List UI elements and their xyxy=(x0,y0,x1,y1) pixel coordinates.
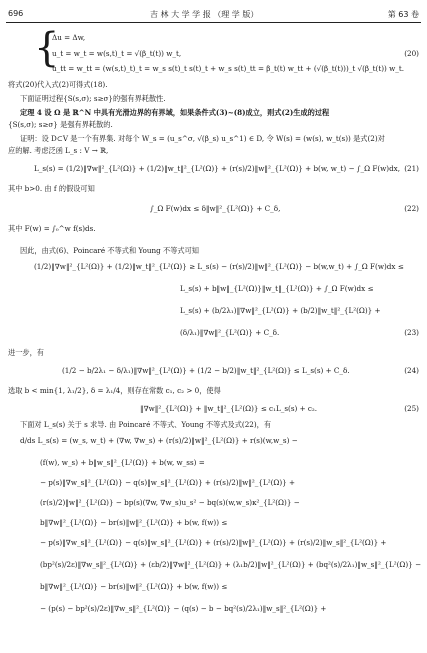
derivative-line-3: − p(s)‖∇w_s‖²_{L²(Ω)} − q(s)‖w_s‖²_{L²(Ω)} + (r(s)/2)‖w‖²_{L²(Ω)} + xyxy=(40,478,296,487)
derivative-line-2: (f(w), w_s) + b‖w_s‖²_{L²(Ω)} + b(w, w_ss) = xyxy=(40,458,205,467)
system-line-3: u_tt = w_tt = (w(s,t)_t)_t = w_s s(t)_t s(t)_t + w_s s(t)_tt = β_t(t) w_tt + (√(β_t(t)))_t √(β_t(t)) w_t. xyxy=(52,64,405,73)
equation-24: (1/2 − b/2λ₁ − δ/λ₁)‖∇w‖²_{L²(Ω)} + (1/2 − b/2)‖w_t‖²_{L²(Ω)} ≤ L_s(s) + C_δ. (24) xyxy=(62,366,419,375)
proof-line-2: 应的解. 考虑泛函 L_s : V → ℝ, xyxy=(8,146,109,155)
system-line-1: Δu = Δw, xyxy=(52,33,86,42)
derivative-line-9: − (p(s) − bp²(s)/2ε)‖∇w_s‖²_{L²(Ω)} − (q(s) − b − bq²(s)/2λ₁)‖w_s‖²_{L²(Ω)} + xyxy=(40,604,327,613)
derivative-line-6: − p(s)‖∇w_s‖²_{L²(Ω)} − q(s)‖w_s‖²_{L²(Ω)} + (r(s)/2)‖w‖²_{L²(Ω)} + (r(s)/2)‖w_s‖²_{L²(Ω)} + xyxy=(40,538,387,547)
equation-23-line-3: L_s(s) + (b/2λ₁)‖∇w‖²_{L²(Ω)} + (b/2)‖w_t‖²_{L²(Ω)} + xyxy=(180,306,381,315)
theorem-4: 定理 4 设 Ω 是 ℝ^N 中具有光滑边界的有界域，如果条件式(3)~(8)成立，则式(2)生成的过程 xyxy=(20,108,330,117)
equation-25: ‖∇w‖²_{L²(Ω)} + ‖w_t‖²_{L²(Ω)} ≤ c₁L_s(s) + c₂. (25) xyxy=(140,404,419,413)
derivative-line-7: (bp²(s)/2ε)‖∇w_s‖²_{L²(Ω)} + (εb/2)‖∇w‖²_{L²(Ω)} + (λ₁b/2)‖w‖²_{L²(Ω)} + (bq²(s)/2λ₁)‖w_s‖²_{L²(Ω)} − xyxy=(40,560,421,569)
equation-21: L_s(s) = (1/2)‖∇w‖²_{L²(Ω)} + (1/2)‖w_t‖²_{L²(Ω)} + (r(s)/2)‖w‖²_{L²(Ω)} + b(w, w_t) − ∫_Ω F(w)dx, (21) xyxy=(34,164,419,173)
proof-line-1: 证明：设 D⊂V 是一个有界集. 对每个 W_s = (u_s^σ, √(β_s) u_s^1) ∈ D, 令 W(s) = (w(s), w_t(s)) 是式(2)对 xyxy=(20,134,385,143)
equation-23-line-1: (1/2)‖∇w‖²_{L²(Ω)} + (1/2)‖w_t‖²_{L²(Ω)} ≥ L_s(s) − (r(s)/2)‖w‖²_{L²(Ω)} − b(w,w_t) + ∫_Ω F(w)dx ≤ xyxy=(34,262,404,271)
text-substitute: 将式(20)代入式(2)可得式(18). xyxy=(8,80,108,89)
equation-number-20: (20) xyxy=(404,49,419,58)
derivative-line-1: d/ds L_s(s) = (w_s, w_t) + (∇w, ∇w_s) + (r(s)/2)‖w‖²_{L²(Ω)} + r(s)(w,w_s) − xyxy=(20,436,298,445)
text-further: 进一步，有 xyxy=(8,348,44,357)
page-header xyxy=(0,0,427,20)
journal-title: 吉 林 大 学 学 报 （理 学 版） xyxy=(150,10,259,19)
equation-number-23: (23) xyxy=(404,328,419,337)
text-choose-b: 选取 b < min{1, λ₁/2}, δ = λ₁/4，则存在常数 c₁, c₂ > 0，使得 xyxy=(8,386,221,395)
text-therefore: 因此，由式(6)、Poincaré 不等式和 Young 不等式可知 xyxy=(20,246,199,255)
text-F-definition: 其中 F(w) = ∫₀^w f(s)ds. xyxy=(8,224,96,233)
system-brace: { xyxy=(34,25,60,71)
derivative-line-4: (r(s)/2)‖w‖²_{L²(Ω)} − bp(s)(∇w, ∇w_s)u_s² − bq(s)(w,w_s)κ²_{L²(Ω)} − xyxy=(40,498,300,507)
derivative-line-8: b‖∇w‖²_{L²(Ω)} − br(s)‖w‖²_{L²(Ω)} + b(w, f(w)) ≤ xyxy=(40,582,228,591)
system-line-2: u_t = w_t = w(s,t)_t = √(β_t(t)) w_t, xyxy=(52,49,182,58)
equation-23-line-2: L_s(s) + b‖w‖_{L²(Ω)}‖w_t‖_{L²(Ω)} + ∫_Ω F(w)dx ≤ xyxy=(180,284,374,293)
text-proof-intro: 下面证明过程{S(s,σ); s≥σ}的强有界耗散性. xyxy=(20,94,166,103)
text-derivative-intro: 下面对 L_s(s) 关于 s 求导. 由 Poincaré 不等式、Young 不等式及式(22)，有 xyxy=(20,420,272,429)
header-rule xyxy=(6,22,421,23)
page-number: 696 xyxy=(8,9,24,18)
text-b-positive: 其中 b>0. 由 f 的假设可知 xyxy=(8,184,95,193)
derivative-line-5: b‖∇w‖²_{L²(Ω)} − br(s)‖w‖²_{L²(Ω)} + b(w, f(w)) ≤ xyxy=(40,518,228,527)
theorem-4-cont: {S(s,σ); s≥σ} 是强有界耗散的. xyxy=(8,120,113,129)
equation-22: ∫_Ω F(w)dx ≤ δ‖w‖²_{L²(Ω)} + C_δ, (22) xyxy=(150,204,419,213)
equation-23-line-4: (δ/λ₁)‖∇w‖²_{L²(Ω)} + C_δ. xyxy=(180,328,280,337)
volume-label: 第 63 卷 xyxy=(387,10,419,19)
